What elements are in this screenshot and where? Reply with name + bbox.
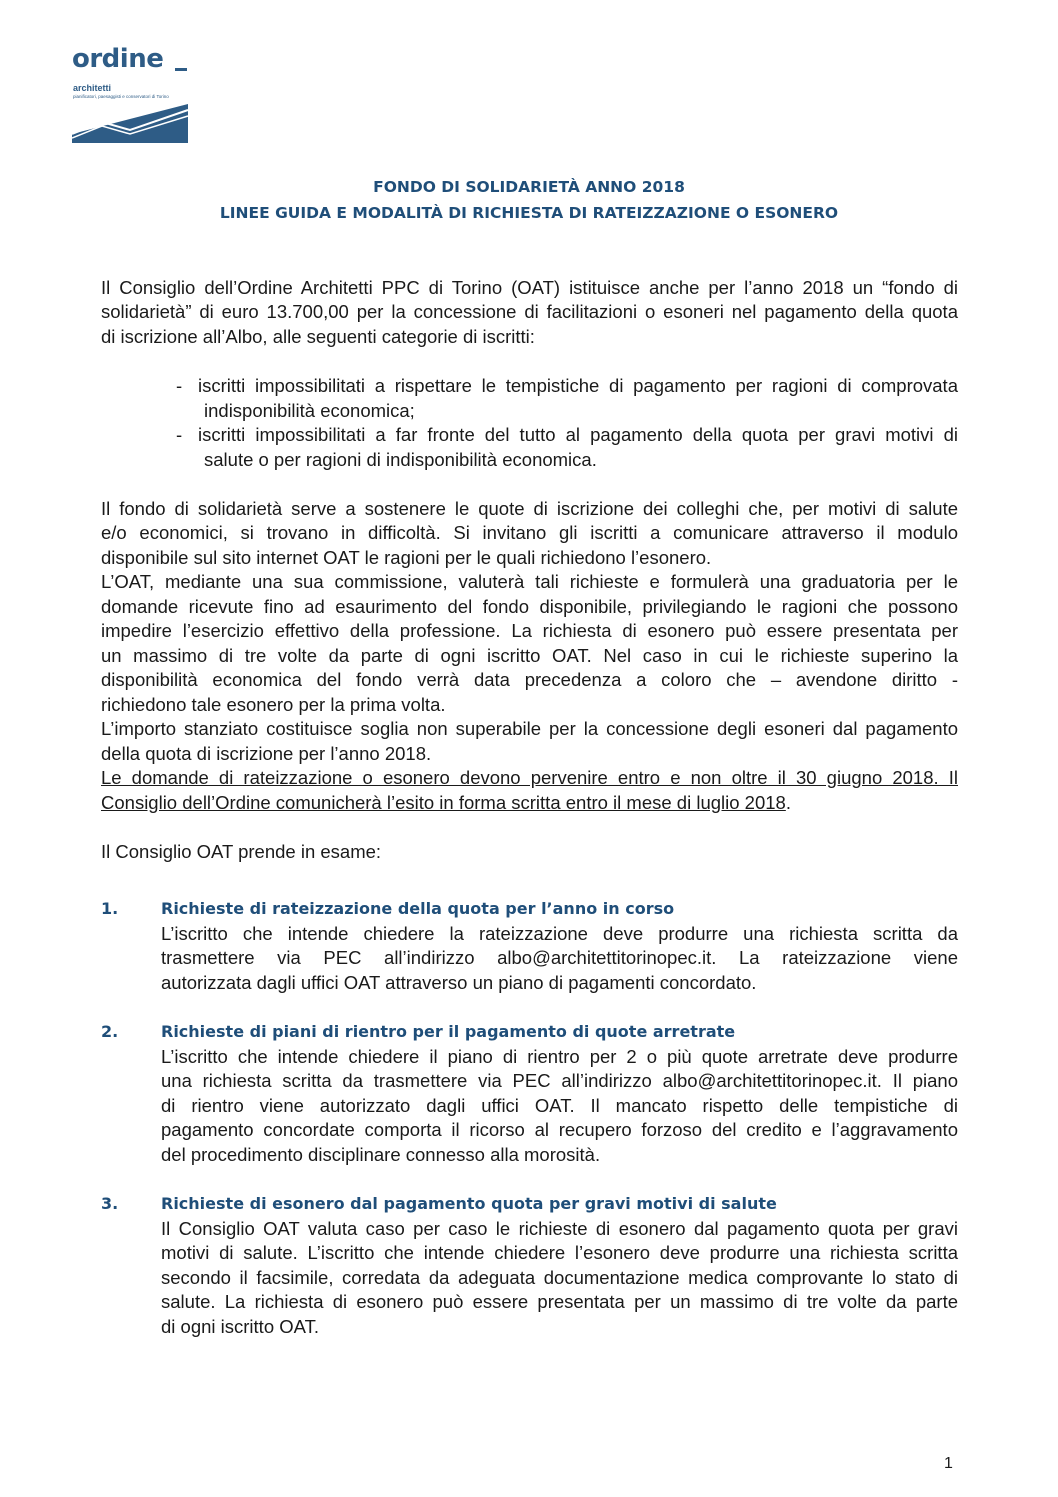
doc-title-line2: LINEE GUIDA E MODALITÀ DI RICHIESTA DI RATEIZZAZIONE O ESONERO xyxy=(219,204,839,222)
logo-sub: architetti xyxy=(73,83,112,93)
section-1-line-1: L’iscritto che intende chiedere la rateizzazione deve produrre una richiesta scritta da xyxy=(161,923,958,944)
bullet-1-line-1: iscritti impossibilitati a rispettare le tempistiche di pagamento per ragioni di comprovata xyxy=(198,375,958,396)
bullet-1-line-2: indisponibilità economica; xyxy=(204,400,415,421)
bullet-dash-1: - xyxy=(176,375,183,396)
fund-line-10: L’importo stanziato costituisce soglia non superabile per la concessione degli esoneri dal pagamento xyxy=(101,718,958,739)
section-1-line-2: trasmettere via PEC all’indirizzo albo@architettitorinopec.it. La rateizzazione viene xyxy=(161,947,958,968)
section-2-line-2: una richiesta scritta da trasmettere via PEC all’indirizzo albo@architettitorinopec.it. Il piano xyxy=(161,1070,958,1091)
section-3-line-2: motivi di salute. L’iscritto che intende chiedere l’esonero deve produrre una richiesta scritta xyxy=(161,1242,958,1263)
section-3-line-4: salute. La richiesta di esonero può essere presentata per un massimo di tre volte da parte xyxy=(161,1291,958,1312)
deadline-line-1: Le domande di rateizzazione o esonero devono pervenire entro e non oltre il 30 giugno 2018. Il xyxy=(101,767,958,788)
section-3-line-1: Il Consiglio OAT valuta caso per caso le richieste di esonero dal pagamento quota per gravi xyxy=(161,1218,958,1239)
section-3-number: 3. xyxy=(101,1194,119,1213)
section-2-heading: Richieste di piani di rientro per il pagamento di quote arretrate xyxy=(161,1022,736,1041)
section-2-line-3: di rientro viene autorizzato dagli uffici OAT. Il mancato rispetto delle tempistiche di xyxy=(161,1095,958,1116)
page-number: 1 xyxy=(944,1455,953,1472)
deadline-line-2: Consiglio dell’Ordine comunicherà l’esito in forma scritta entro il mese di luglio 2018 xyxy=(101,792,786,813)
section-3-line-5: di ogni iscritto OAT. xyxy=(161,1316,319,1337)
fund-line-1: Il fondo di solidarietà serve a sostenere le quote di iscrizione dei colleghi che, per motivi di salute xyxy=(101,498,958,519)
fund-line-11: della quota di iscrizione per l’anno 2018. xyxy=(101,743,432,764)
section-1-line-3: autorizzata dagli uffici OAT attraverso un piano di pagamenti concordato. xyxy=(161,972,757,993)
section-2-line-5: del procedimento disciplinare connesso alla morosità. xyxy=(161,1144,601,1165)
doc-title-line1: FONDO DI SOLIDARIETÀ ANNO 2018 xyxy=(373,178,685,196)
fund-line-8: disponibilità economica del fondo verrà data precedenza a coloro che – avendone diritto - xyxy=(101,669,958,690)
intro-line-3: di iscrizione all’Albo, alle seguenti categorie di iscritti: xyxy=(101,326,535,347)
deadline-line-2-wrap xyxy=(101,791,958,815)
section-3-line-3: secondo il facsimile, corredata da adeguata documentazione medica comprovante lo stato di xyxy=(161,1267,958,1288)
ordine-logo xyxy=(72,44,192,144)
fund-line-7: un massimo di tre volte da parte di ogni iscritto OAT. Nel caso in cui le richieste superino la xyxy=(101,645,958,666)
fund-line-9: richiedono tale esonero per la prima volta. xyxy=(101,694,446,715)
bullet-dash-2: - xyxy=(176,424,183,445)
fund-line-3: disponibile sul sito internet OAT le ragioni per le quali richiedono l’esonero. xyxy=(101,547,712,568)
logo-word: ordine xyxy=(72,44,164,74)
deadline-end: . xyxy=(785,792,791,813)
bullet-2-line-1: iscritti impossibilitati a far fronte del tutto al pagamento della quota per gravi motivi di xyxy=(198,424,958,445)
fund-line-5: domande ricevute fino ad esaurimento del fondo disponibile, privilegiando le ragioni che possono xyxy=(101,596,958,617)
section-2-number: 2. xyxy=(101,1022,119,1041)
logo-mark-icon xyxy=(72,104,190,144)
section-2-line-1: L’iscritto che intende chiedere il piano di rientro per 2 o più quote arretrate deve produrre xyxy=(161,1046,958,1067)
logo-tagline: pianificatori, paesaggisti e conservatori di Torino xyxy=(73,94,169,99)
intro-line-1: Il Consiglio dell’Ordine Architetti PPC di Torino (OAT) istituisce anche per l’anno 2018 un “fondo di xyxy=(101,277,958,298)
section-3-heading: Richieste di esonero dal pagamento quota per gravi motivi di salute xyxy=(161,1194,777,1213)
fund-line-4: L’OAT, mediante una sua commissione, valuterà tali richieste e formulerà una graduatoria per le xyxy=(101,571,958,592)
intro-line-2: solidarietà” di euro 13.700,00 per la concessione di facilitazioni o esoneri nel pagamento della quota xyxy=(101,301,958,322)
section-2-line-4: pagamento concordate comporta il ricorso al recupero forzoso del credito e l’aggravamento xyxy=(161,1119,958,1140)
fund-line-6: impedire l’esercizio effettivo della professione. La richiesta di esonero può essere presentata per xyxy=(101,620,958,641)
section-1-heading: Richieste di rateizzazione della quota per l’anno in corso xyxy=(161,899,675,918)
logo-underscore xyxy=(175,68,187,71)
fund-line-2: e/o economici, si trovano in difficoltà. Si invitano gli iscritti a comunicare attraverso il modulo xyxy=(101,522,958,543)
consiglio-intro: Il Consiglio OAT prende in esame: xyxy=(101,841,382,862)
section-1-number: 1. xyxy=(101,899,119,918)
bullet-2-line-2: salute o per ragioni di indisponibilità economica. xyxy=(204,449,597,470)
